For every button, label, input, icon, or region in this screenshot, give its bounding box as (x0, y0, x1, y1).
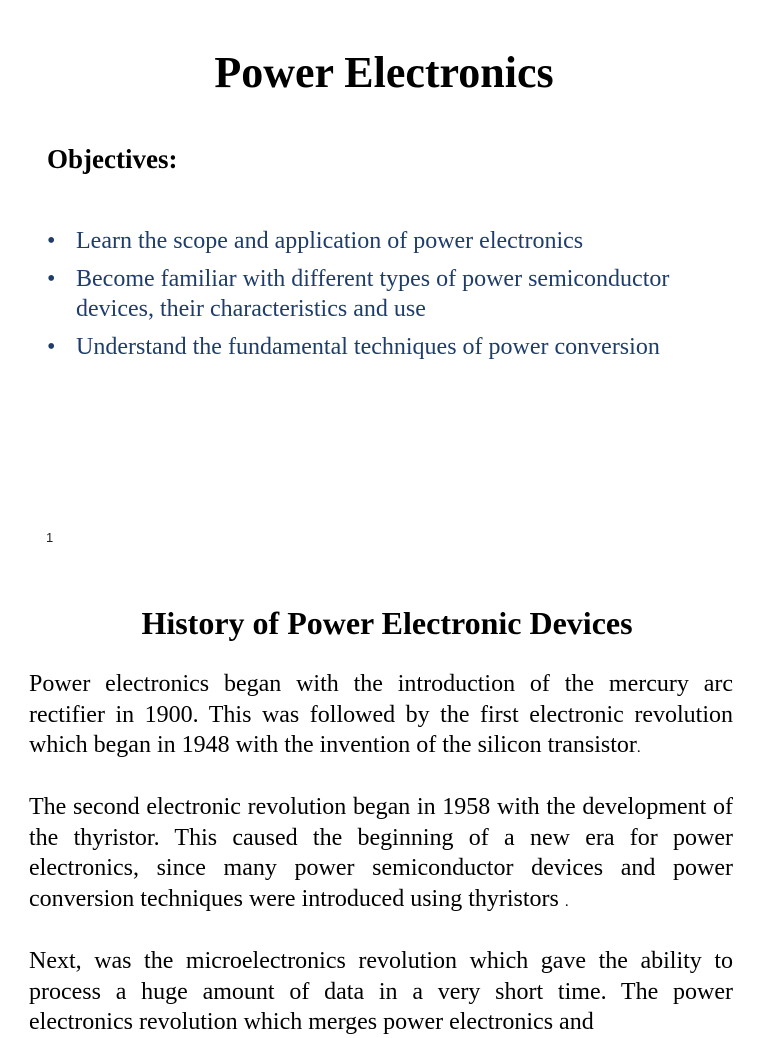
objective-item (47, 264, 727, 324)
objective-text: Understand the fundamental techniques of power conversion (76, 334, 660, 360)
paragraph-end-mark: . (564, 894, 569, 911)
paragraph-text: The second electronic revolution began in 1958 with the development of the thyristor. This caused the beginning of a new era for power electronics, since many power semiconductor devices and power conversion techniques were introduced using thyristors (29, 794, 733, 913)
slide-title: Power Electronics (214, 48, 554, 97)
paragraph-end-mark: . (636, 740, 641, 757)
objective-item (47, 226, 727, 256)
bullet-icon: • (47, 266, 56, 292)
section-title: History of Power Electronic Devices (141, 605, 633, 641)
paragraph-text: Next, was the microelectronics revolution which gave the ability to process a huge amount of data in a very short time. The power electronics revolution which merges power electronics and (29, 948, 733, 1036)
history-paragraph (29, 792, 733, 918)
bullet-icon: • (47, 334, 56, 360)
page-number: 1 (46, 530, 54, 545)
history-paragraph (29, 946, 733, 1038)
history-paragraph (29, 669, 733, 764)
bullet-icon: • (47, 228, 56, 254)
objective-text: Learn the scope and application of power electronics (76, 228, 584, 254)
objective-text: Become familiar with different types of power semiconductor devices, their characteristics and use (76, 266, 670, 322)
objectives-heading: Objectives: (47, 144, 178, 174)
paragraph-text: Power electronics began with the introduction of the mercury arc rectifier in 1900. This was followed by the first electronic revolution which began in 1948 with the invention of the silicon transistor (29, 671, 733, 759)
objectives-list (47, 226, 727, 370)
objective-item (47, 332, 727, 362)
